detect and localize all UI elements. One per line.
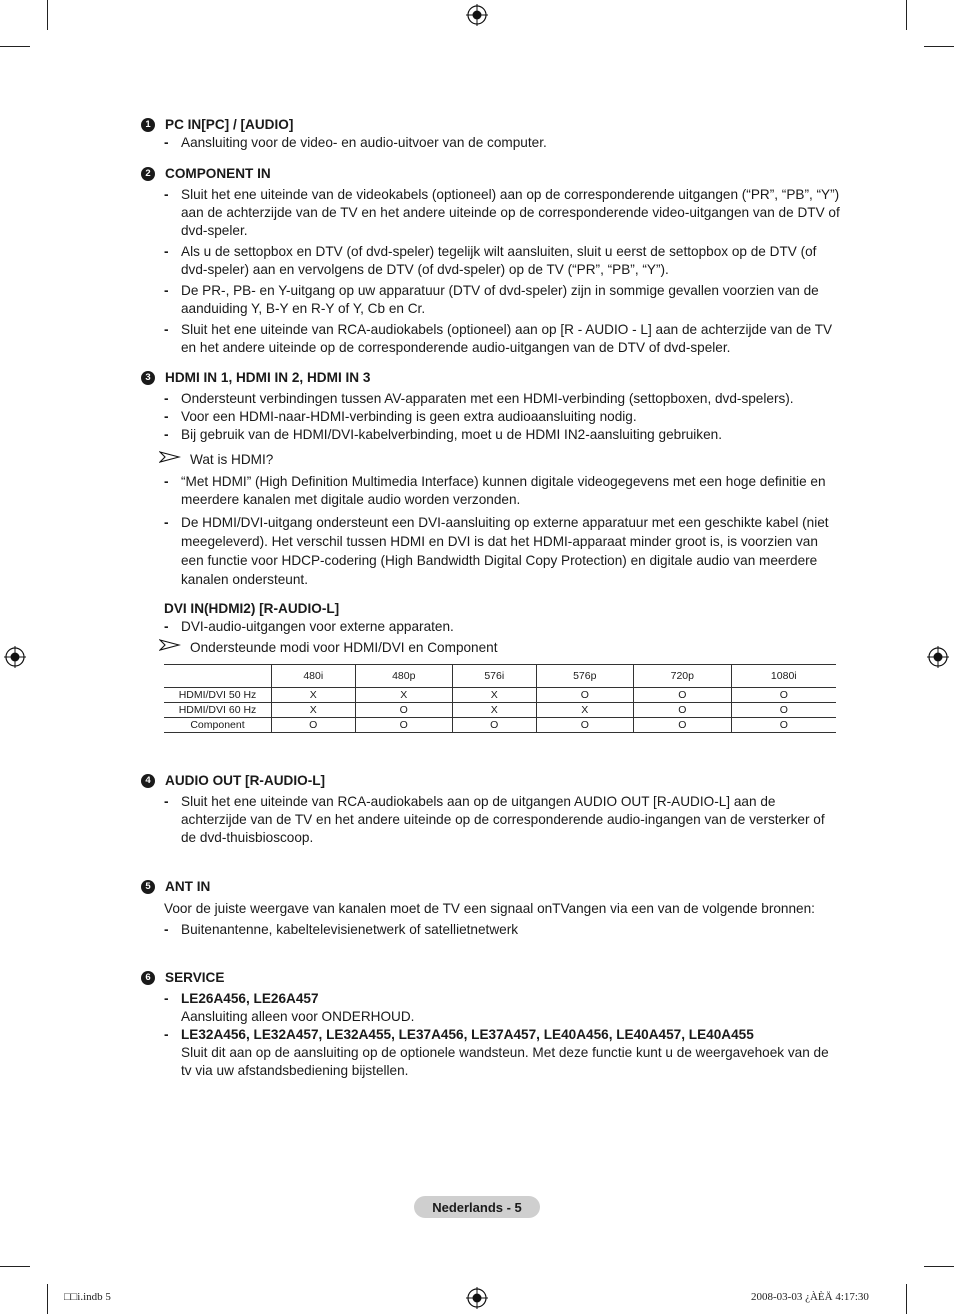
number-badge-icon: 4 — [141, 774, 155, 788]
number-badge-icon: 3 — [141, 371, 155, 385]
list-item: - Voor een HDMI-naar-HDMI-verbinding is geen extra audioaansluiting nodig. — [164, 409, 637, 424]
list-item: - Aansluiting voor de video- en audio-uitvoer van de computer. — [164, 135, 547, 150]
table-cell: X — [453, 703, 537, 718]
crop-mark — [47, 0, 48, 30]
list-item: - “Met HDMI” (High Definition Multimedia Interface) kunnen digitale videogegevens met een hoge definitie en meerdere kanalen met digitale audio worden verzonden. — [164, 474, 826, 507]
page-content-lower — [140, 772, 840, 1080]
page-content — [140, 116, 840, 657]
crop-mark — [47, 1284, 48, 1314]
table-header-cell: 576p — [536, 665, 634, 688]
table-header-cell: 720p — [634, 665, 732, 688]
table-cell: HDMI/DVI 60 Hz — [164, 703, 272, 718]
table-cell: O — [634, 703, 732, 718]
model-list: LE32A456, LE32A457, LE32A455, LE37A456, LE37A457, LE40A456, LE40A457, LE40A455 — [181, 1027, 754, 1042]
number-badge-icon: 2 — [141, 167, 155, 181]
table-cell: O — [731, 688, 836, 703]
list-item: - LE26A456, LE26A457 Aansluiting alleen voor ONDERHOUD. — [140, 990, 840, 1026]
section-component-in — [140, 165, 840, 357]
table-cell: Component — [164, 718, 272, 733]
number-badge-icon: 6 — [141, 971, 155, 985]
model-description: Sluit dit aan op de aansluiting op de optionele wandsteun. Met deze functie kunt u de weergavehoek van de tv via uw afstandsbediening bijstellen. — [181, 1045, 829, 1078]
section-service — [140, 969, 840, 1080]
list-item: - DVI-audio-uitgangen voor externe apparaten. — [164, 619, 454, 634]
section-heading — [140, 165, 840, 183]
table-header-row — [164, 665, 836, 688]
registration-mark-icon — [466, 4, 488, 26]
supported-modes-table — [164, 664, 836, 733]
table-cell: O — [536, 718, 634, 733]
registration-mark-icon — [4, 646, 26, 668]
table-header-cell: 480i — [272, 665, 356, 688]
table-cell: O — [453, 718, 537, 733]
list-item: - Sluit het ene uiteinde van RCA-audiokabels aan op de uitgangen AUDIO OUT [R-AUDIO-L] aan de achterzijde van de TV en het andere uiteinde op de corresponderende audio-ingangen van de versterker of de dvd-thuisbioscoop. — [164, 794, 825, 845]
table-header-cell: 480p — [355, 665, 453, 688]
note — [140, 639, 840, 657]
table-cell: O — [634, 688, 732, 703]
table-cell: O — [536, 688, 634, 703]
list-item: - Sluit het ene uiteinde van RCA-audiokabels (optioneel) aan op [R - AUDIO - L] aan de achterzijde van de TV en het andere uiteinde op de corresponderende audio-uitgangen van de DTV of dvd-speler. — [164, 322, 833, 355]
table-cell: X — [272, 688, 356, 703]
section-title: ANT IN — [165, 879, 211, 894]
section-title: SERVICE — [165, 970, 225, 985]
section-audio-out — [140, 772, 840, 847]
print-slug-date: 2008-03-03 ¿ÀÈÄ 4:17:30 — [751, 1291, 869, 1303]
table-cell: O — [355, 718, 453, 733]
registration-mark-icon — [927, 646, 949, 668]
crop-mark — [924, 1266, 954, 1267]
list-item: - Bij gebruik van de HDMI/DVI-kabelverbinding, moet u de HDMI IN2-aansluiting gebruiken. — [164, 427, 722, 442]
note — [140, 451, 840, 469]
table-cell: X — [453, 688, 537, 703]
registration-mark-icon — [466, 1287, 488, 1309]
model-description: Aansluiting alleen voor ONDERHOUD. — [181, 1009, 415, 1024]
model-list: LE26A456, LE26A457 — [181, 991, 319, 1006]
list-item: - Sluit het ene uiteinde van de videokabels (optioneel) aan op de corresponderende uitgangen (“PR”, “PB”, “Y”) aan de achterzijde van de TV en het andere uiteinde op de corresponderende video-uitgangen van de DTV of dvd-speler. — [164, 187, 840, 238]
table-header-cell — [164, 665, 272, 688]
section-title: HDMI IN 1, HDMI IN 2, HDMI IN 3 — [165, 370, 371, 385]
table-row — [164, 718, 836, 733]
table-header-cell: 576i — [453, 665, 537, 688]
table-row — [164, 703, 836, 718]
table-cell: X — [272, 703, 356, 718]
section-title: COMPONENT IN — [165, 166, 271, 181]
list-item: - De HDMI/DVI-uitgang ondersteunt een DVI-aansluiting op externe apparatuur met een geschikte kabel (niet meegeleverd). Het verschil tussen HDMI en DVI is dat het HDMI-apparaat minder groot is, is voorzien van een functie voor HDCP-codering (High Bandwidth Digital Copy Protection) en digitale audio van meerdere kanalen ondersteunt. — [164, 515, 829, 587]
crop-mark — [906, 1284, 907, 1314]
table-cell: O — [731, 718, 836, 733]
table-cell: X — [536, 703, 634, 718]
list-item: - LE32A456, LE32A457, LE32A455, LE37A456, LE37A457, LE40A456, LE40A457, LE40A455 Sluit dit aan op de aansluiting op de optionele wandsteun. Met deze functie kunt u de weergavehoek van de tv via uw afstandsbediening bijstellen. — [140, 1026, 840, 1080]
list-item: - De PR-, PB- en Y-uitgang op uw apparatuur (DTV of dvd-speler) zijn in sommige gevallen voorzien van de aanduiding Y, B-Y en R-Y of Y, Cb en Cr. — [164, 283, 819, 316]
number-badge-icon: 5 — [141, 880, 155, 894]
section-title: PC IN[PC] / [AUDIO] — [165, 117, 294, 132]
section-heading — [140, 369, 840, 387]
table-cell: O — [355, 703, 453, 718]
section-heading — [140, 969, 840, 987]
page-number-label: Nederlands - 5 — [414, 1196, 540, 1218]
list-item: - Als u de settopbox en DTV (of dvd-speler) tegelijk wilt aansluiten, sluit u eerst de settopbox op de DTV (of dvd-speler) aan en vervolgens de DTV (of dvd-speler) op de TV (“PR”, “PB”, “Y”). — [164, 244, 817, 277]
section-title: AUDIO OUT [R-AUDIO-L] — [165, 773, 326, 788]
table-header-cell: 1080i — [731, 665, 836, 688]
table-cell: O — [731, 703, 836, 718]
section-heading — [140, 772, 840, 790]
note-arrow-icon — [159, 450, 181, 464]
table-cell: O — [634, 718, 732, 733]
number-badge-icon: 1 — [141, 118, 155, 132]
sub-heading: DVI IN(HDMI2) [R-AUDIO-L] — [164, 601, 340, 616]
note-arrow-icon — [159, 638, 181, 652]
section-heading — [140, 878, 840, 896]
list-item: - Buitenantenne, kabeltelevisienetwerk of satellietnetwerk — [164, 922, 519, 937]
crop-mark — [0, 1266, 30, 1267]
list-item: - Ondersteunt verbindingen tussen AV-apparaten met een HDMI-verbinding (settopboxen, dvd-spelers). — [164, 391, 794, 406]
table-cell: X — [355, 688, 453, 703]
section-pc-in — [140, 116, 840, 152]
crop-mark — [0, 46, 30, 47]
table-cell: O — [272, 718, 356, 733]
section-hdmi-in — [140, 369, 840, 657]
note-text: Ondersteunde modi voor HDMI/DVI en Component — [190, 640, 498, 655]
note-text: Wat is HDMI? — [190, 452, 274, 467]
table-cell: HDMI/DVI 50 Hz — [164, 688, 272, 703]
crop-mark — [906, 0, 907, 30]
section-ant-in — [140, 878, 840, 939]
crop-mark — [924, 46, 954, 47]
print-slug-file: □□i.indb 5 — [64, 1291, 111, 1303]
paragraph: Voor de juiste weergave van kanalen moet de TV een signaal onTVangen via een van de volgende bronnen: — [164, 901, 815, 916]
section-heading — [140, 116, 840, 134]
table-row — [164, 688, 836, 703]
